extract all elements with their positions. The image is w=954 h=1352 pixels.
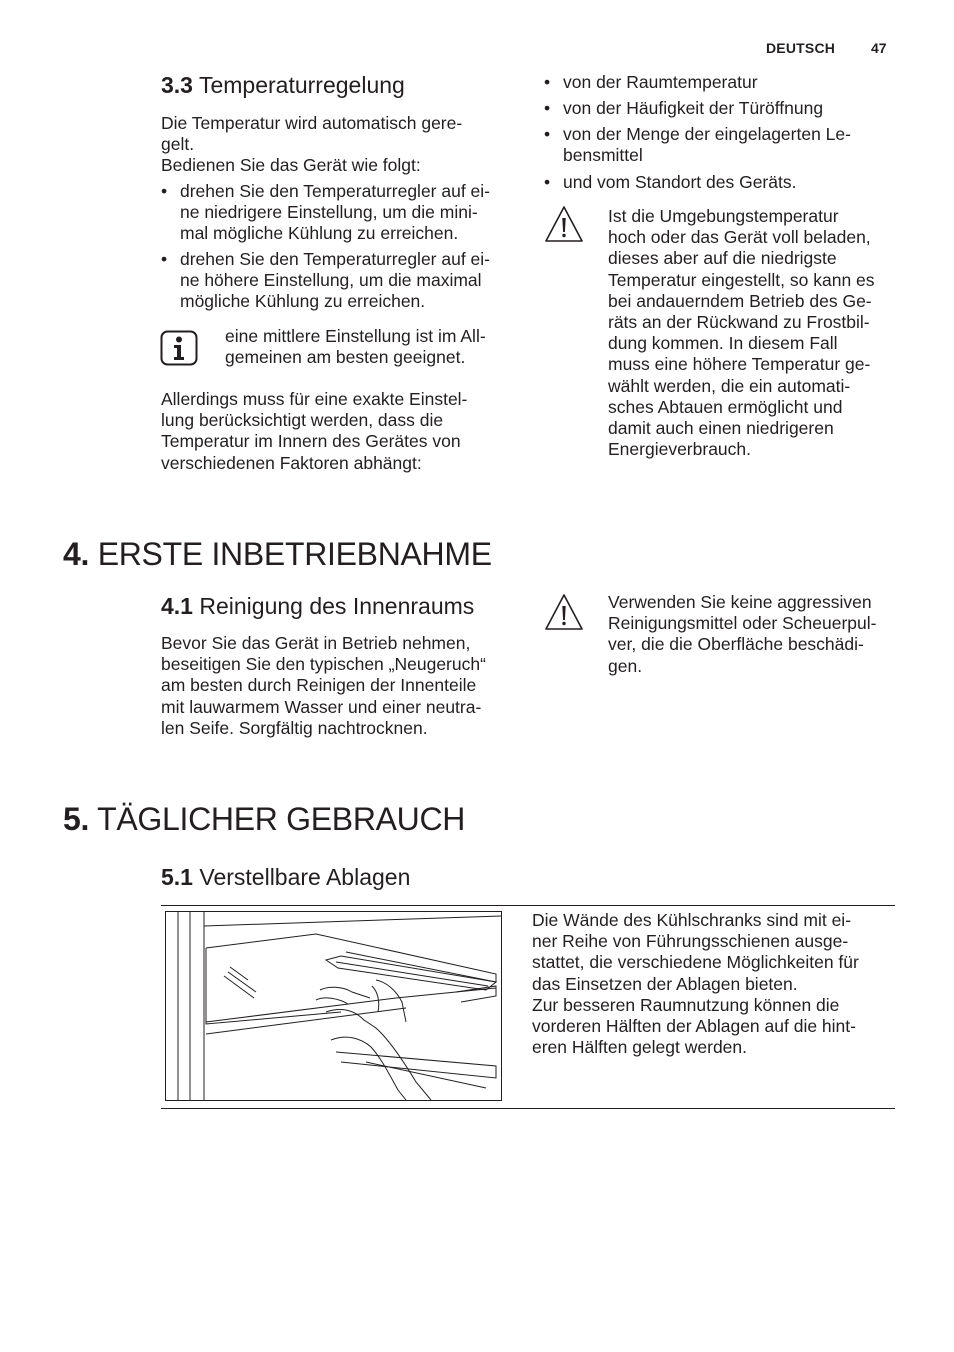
text-line: Bevor Sie das Gerät in Betrieb nehmen, [161, 633, 471, 653]
text-line: len Seife. Sorgfältig nachtrocknen. [161, 717, 428, 738]
text-line: drehen Sie den Temperaturregler auf ei- [180, 181, 491, 201]
warning-text [608, 592, 876, 677]
text-line: Ist die Umgebungstemperatur [608, 206, 839, 226]
text-line: muss eine höhere Temperatur ge- [608, 354, 871, 375]
text-line: eine mittlere Einstellung ist im All- [225, 326, 486, 346]
bullet-dot: • [544, 98, 551, 118]
text-line: Zur besseren Raumnutzung können die [532, 994, 840, 1015]
list-item [161, 249, 491, 313]
section-number: 3.3 [161, 72, 193, 98]
list-item [544, 124, 851, 166]
text-line: damit auch einen niedrigeren [608, 418, 834, 439]
text-line: gen. [608, 655, 643, 676]
text-line: stattet, die verschiedene Möglichkeiten für [532, 952, 859, 973]
info-icon [160, 330, 198, 366]
bullet-dot: • [544, 72, 551, 92]
table-bottom-rule [161, 1108, 895, 1109]
list-item [544, 98, 824, 119]
section-title: Reinigung des Innenraums [199, 593, 475, 619]
text-line: räts an der Rückwand zu Frostbil- [608, 312, 870, 333]
warning-triangle-icon [543, 204, 585, 244]
text-line: Energieverbrauch. [608, 439, 751, 460]
shelf-drawing [166, 912, 501, 1100]
text-line: gemeinen am besten geeignet. [225, 347, 466, 368]
s33-intro [161, 113, 462, 177]
bullet-dot: • [544, 172, 551, 192]
text-line: drehen Sie den Temperaturregler auf ei- [180, 249, 491, 269]
text-line: Temperatur im Innern des Gerätes von [161, 431, 461, 452]
text-line: ne höhere Einstellung, um die maximal [180, 270, 482, 291]
text-line: Die Temperatur wird automatisch gere- [161, 113, 463, 133]
text-line: mal mögliche Kühlung zu erreichen. [180, 223, 459, 244]
text-line: mit lauwarmem Wasser und einer neutra- [161, 696, 482, 717]
text-line: dung kommen. In diesem Fall [608, 333, 838, 354]
text-line: Die Wände des Kühlschranks sind mit ei- [532, 910, 852, 930]
chapter-5-heading [63, 800, 465, 838]
text-line: ner Reihe von Führungsschienen ausge- [532, 931, 849, 952]
text-line: hoch oder das Gerät voll beladen, [608, 227, 871, 248]
chapter-number: 4. [63, 536, 90, 572]
section-number: 4.1 [161, 593, 193, 619]
s41-body [161, 633, 486, 739]
text-line: ne niedrigere Einstellung, um die mini- [180, 202, 478, 223]
text-line: gelt. [161, 134, 195, 155]
text-line: mögliche Kühlung zu erreichen. [180, 291, 426, 312]
chapter-number: 5. [63, 801, 90, 837]
s33-outro [161, 389, 467, 474]
chapter-4-heading [63, 535, 492, 573]
list-item [544, 172, 797, 193]
shelf-illustration [165, 911, 502, 1101]
text-line: von der Häufigkeit der Türöffnung [563, 98, 824, 118]
text-line: verschiedenen Faktoren abhängt: [161, 452, 422, 473]
bullet-dot: • [161, 249, 168, 269]
text-line: sches Abtauen ermöglicht und [608, 396, 843, 417]
running-header-language: DEUTSCH [766, 40, 836, 56]
text-line: Reinigungsmittel oder Scheuerpul- [608, 613, 877, 634]
text-line: bei andauerndem Betrieb des Ge- [608, 290, 872, 311]
text-line: dieses aber auf die niedrigste [608, 248, 837, 269]
text-line: ver, die die Oberfläche beschädi- [608, 634, 864, 655]
warning-text [608, 206, 875, 460]
section-3-3-heading [161, 71, 405, 99]
bullet-dot: • [161, 181, 168, 201]
section-5-1-heading [161, 863, 410, 891]
text-line: von der Menge der eingelagerten Le- [563, 124, 851, 144]
text-line: vorderen Hälften der Ablagen auf die hint- [532, 1016, 856, 1037]
text-line: Bedienen Sie das Gerät wie folgt: [161, 155, 421, 176]
warning-triangle-icon [543, 592, 585, 632]
section-title: Temperaturregelung [198, 72, 405, 98]
list-item [544, 72, 758, 93]
bullet-dot: • [544, 124, 551, 144]
section-4-1-heading [161, 592, 474, 620]
chapter-title: ERSTE INBETRIEBNAHME [97, 536, 492, 572]
text-line: von der Raumtemperatur [563, 72, 758, 92]
text-line: eren Hälften gelegt werden. [532, 1037, 747, 1058]
text-line: am besten durch Reinigen der Innenteile [161, 675, 477, 696]
text-line: wählt werden, die ein automati- [608, 375, 851, 396]
page-number: 47 [871, 40, 887, 56]
text-line: beseitigen Sie den typischen „Neugeruch“ [161, 654, 486, 675]
section-number: 5.1 [161, 864, 193, 890]
chapter-title: TÄGLICHER GEBRAUCH [97, 801, 466, 837]
text-line: Allerdings muss für eine exakte Einstel- [161, 389, 468, 409]
text-line: lung berücksichtigt werden, dass die [161, 410, 444, 431]
text-line: bensmittel [563, 145, 643, 166]
info-note-text [225, 326, 486, 368]
text-line: und vom Standort des Geräts. [563, 172, 797, 192]
table-top-rule [161, 905, 895, 906]
s51-body [532, 910, 859, 1058]
list-item [161, 181, 491, 245]
section-title: Verstellbare Ablagen [199, 864, 411, 890]
text-line: Verwenden Sie keine aggressiven [608, 592, 872, 612]
text-line: das Einsetzen der Ablagen bieten. [532, 973, 798, 994]
text-line: Temperatur eingestellt, so kann es [608, 269, 875, 290]
